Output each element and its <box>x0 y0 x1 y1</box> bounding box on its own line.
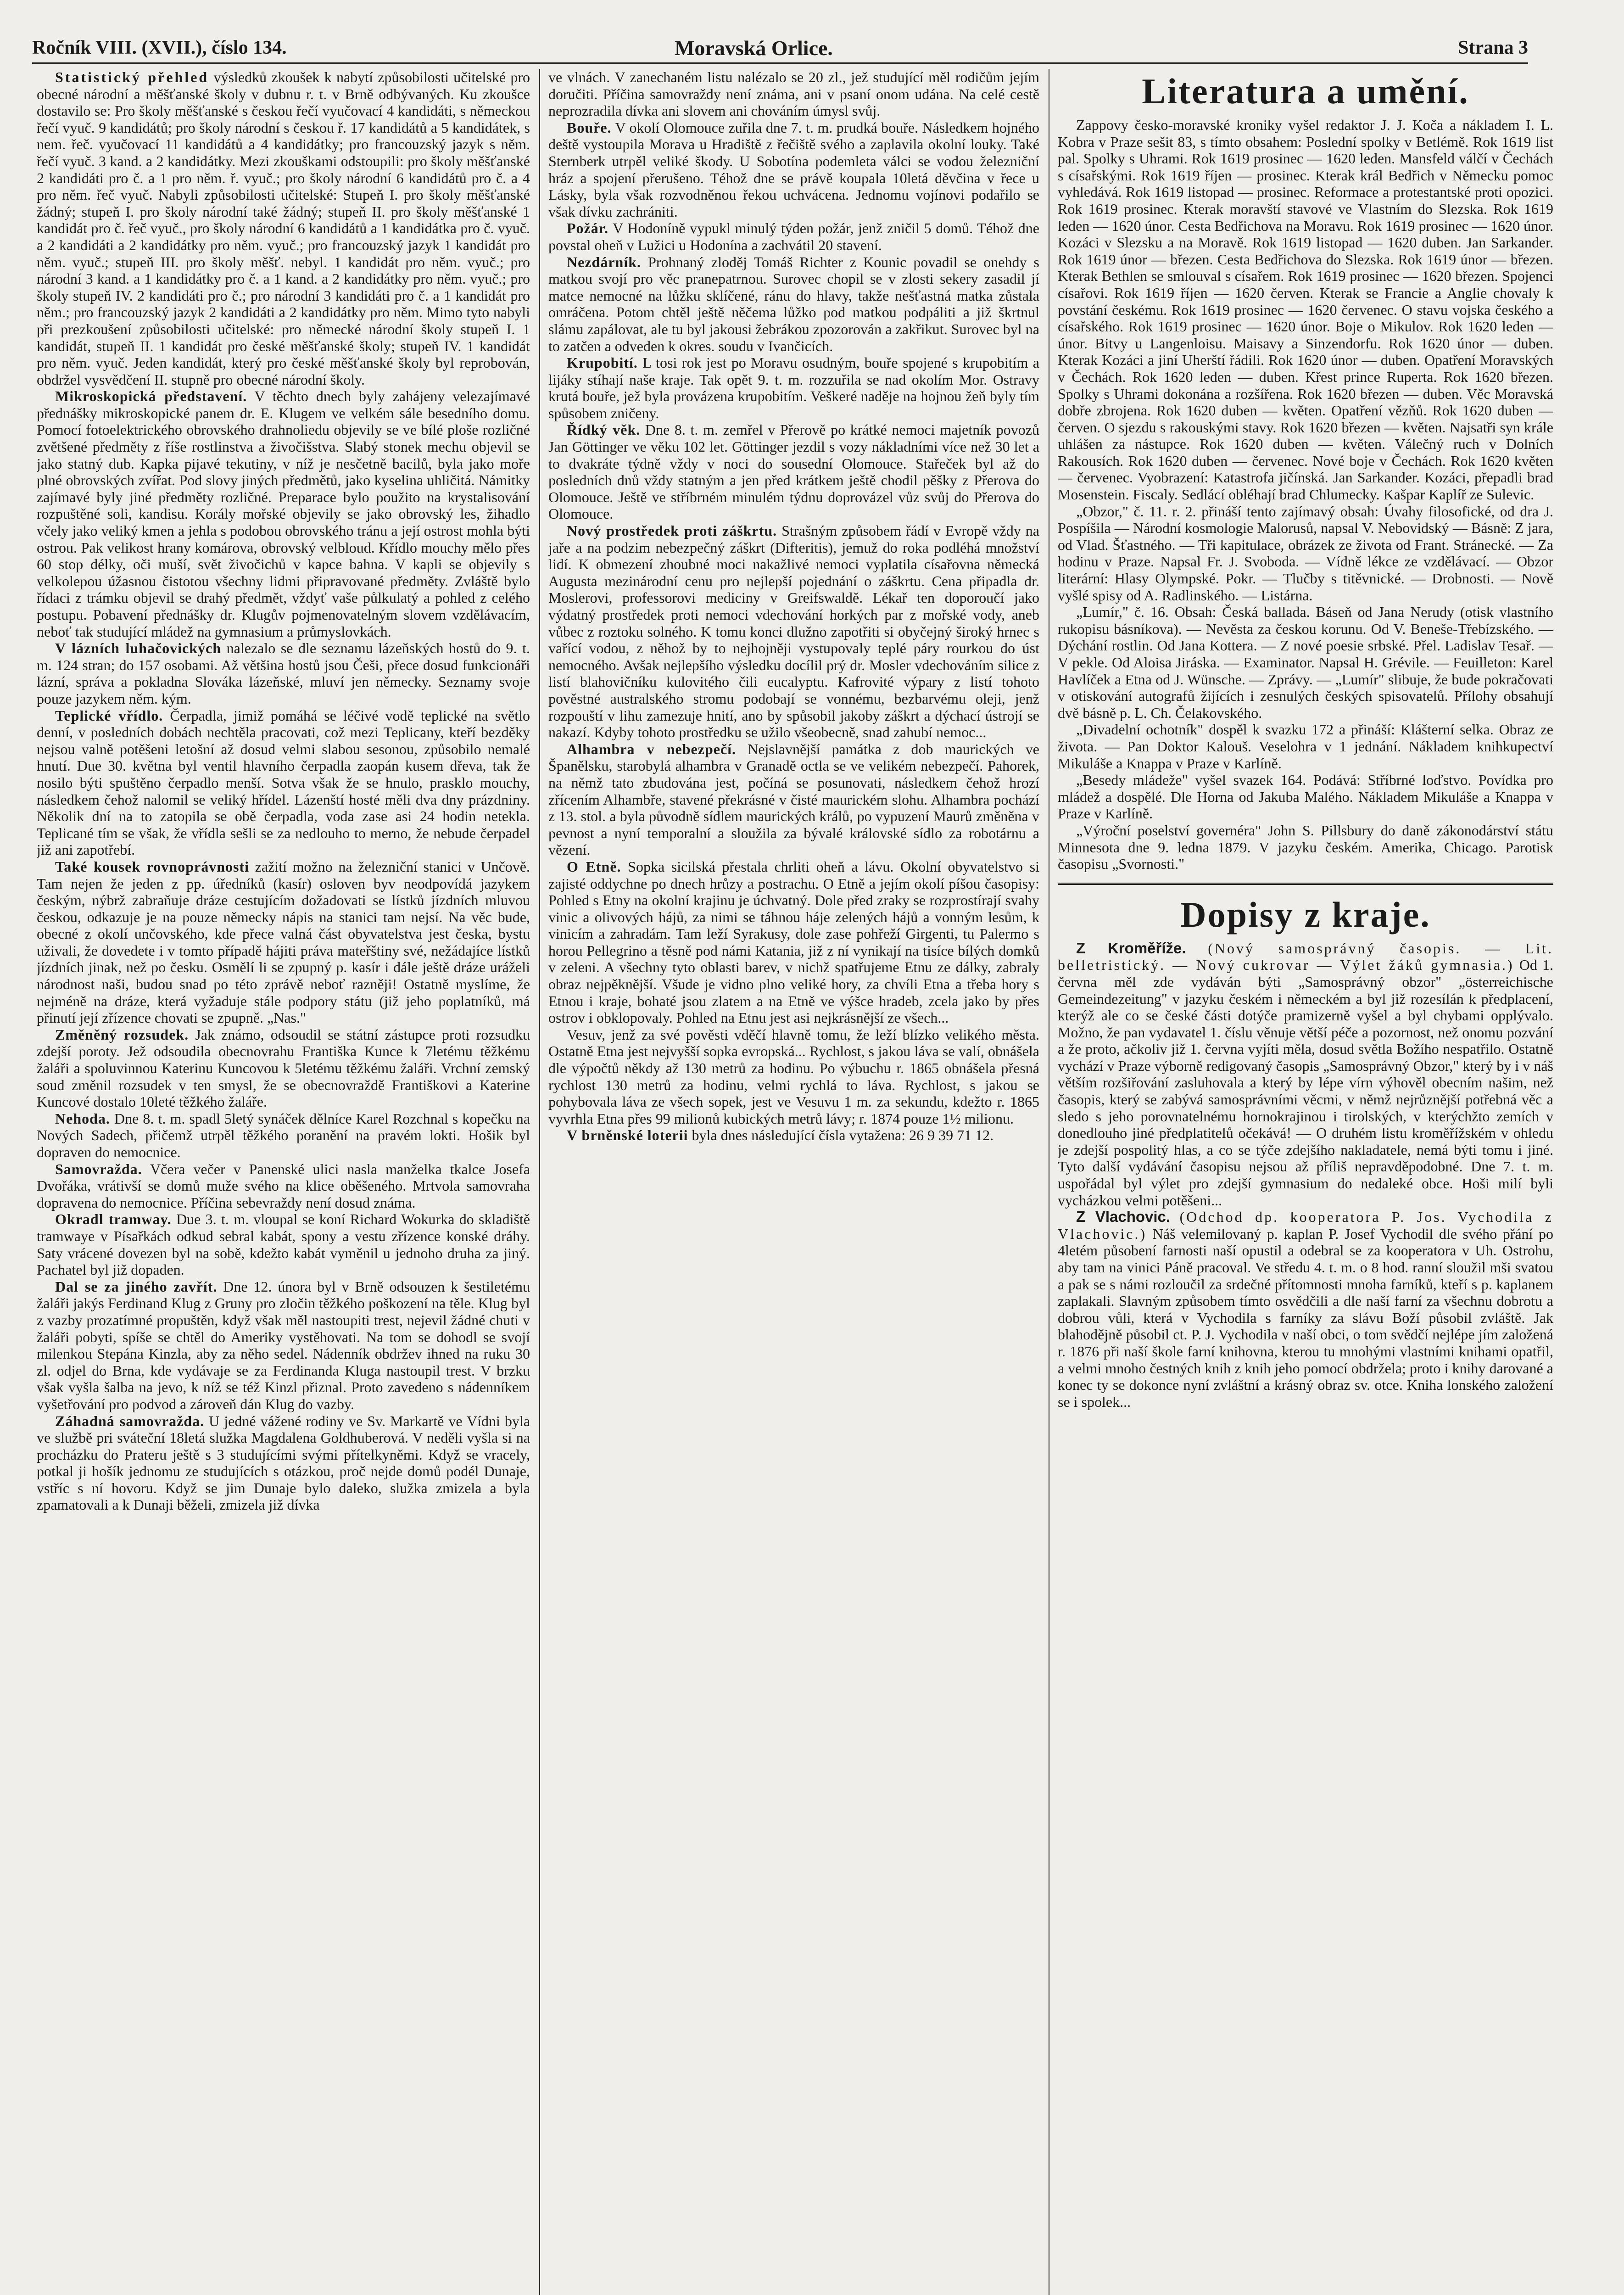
article-title: Nezdárník. <box>567 253 641 270</box>
column-rule <box>539 69 540 2295</box>
article-text: Od 1. června měl zde vydáván býti „Samosprávný obzor" „österreichische Gemeindezeitung" v jazyku českém i německém a byl již rozesílán k předplacení, kterýž ale co se české části dotýče pramizerně vyšel a byl chybami opplývalo. Možno, že pan vydavatel 1. číslu věnuje větší péče a pozornost, než onomu pozvání a že proto, ačkoliv již 1. června vyjíti měla, dosud světla Božího nespatřilo. Ostatně vychází v Praze výborně redigovaný časopis „Samosprávný Obzor," který by i v náš větším rozšiřování zasluhovala a který by lépe vírn výhověl obecním našim, než časopis, který se zabývá samosprávními věcmi, v němž nejrůznější potřebná věc a sledo s jeho porovnatelnému hornokrajinou i tirolských, v kterýchžto zemích v donedlouho jiné předplatitelů očekává! — O druhém listu kroměřížském v ohledu je zdejší pospolitý hlas, a co se týče zdejšího nakladatele, nemá býti tomu i jiné. Tyto další vydávání časopisu nejsou až příliš nepravděpodobné. Dne 7. t. m. uspořádal byl výlet pro zdejší gymnasium do nedaleké obce. Hoši milí byli vycházkou velmi potěšeni... <box>1058 957 1553 1209</box>
page-header <box>32 36 1528 64</box>
article-text: Čerpadla, jimiž pomáhá se léčivé vodě teplické na světlo denní, v posledních dobách nechtěla pracovati, což mezi Teplicany, kteří bezděky nejsou valně potěšeni letošní až dosud velmi slabou sesonou, způsobilo nemalé hnutí. Due 30. května byl ventil hlavního čerpadla zaopán kusem dřeva, tak že nosilo býti spuštěno čerpadlo menší. Sotva však že se hnulo, prasklo mouchy, následkem čehož nalomil se veliký hřídel. Lázenští hosté měli dva dny prázdniny. Několik dní na to zatopila se obě čerpadla, voda zase asi 24 hodin netekla. Teplicané tím se však, že vřídla sešli se za nedlouho to merno, že nebude čerpadel již ani zapotřebí. <box>37 707 530 858</box>
article-text: „Obzor," č. 11. r. 2. přináší tento zajímavý obsah: Úvahy filosofické, od dra J. Pospíšila — Národní kosmologie Malorusů, napsal V. Nebovidský — Básně: Z jara, od Vlad. Šťastného. — Tři kapitulace, obrázek ze života od Frant. Stránecké. — Za hodinu v Praze. Napsal Fr. J. Svoboda. — Vídně lékce ze vzdělávací. — Obzor literární: Hlasy Olympské. Pokr. — Tlučby s titěvnické. — Drobnosti. — Nově vyšlé spisy od A. Radlinského. — Listárna. <box>1058 503 1553 604</box>
article <box>548 858 1039 1026</box>
article-title: Řídký věk. <box>567 421 641 438</box>
article <box>548 354 1039 421</box>
article <box>1058 1209 1553 1410</box>
article-text: „Divadelní ochotník" dospěl k svazku 172 a přináší: Klášterní selka. Obraz ze života. — Pan Doktor Kalouš. Veselohra v 1 jednání. Nákladem knihkupectví Mikuláše a Knappa v Praze v Karlíně. <box>1058 721 1553 772</box>
article <box>37 388 530 640</box>
article-title: Záhadná samovražda. <box>55 1412 205 1429</box>
article-text: V Hodoníně vypukl minulý týden požár, jenž zničil 5 domů. Téhož dne povstal oheň v Lužici u Hodonína a zachvátil 20 stavení. <box>548 220 1039 253</box>
issue-label: Ročník VIII. (XVII.), číslo 134. <box>32 37 287 58</box>
article-text: Nejslavnější památka z dob maurických ve Španělsku, starobylá alhambra v Granadě octla se ve velikém nebezpečí. Pahorek, na němž tato zbudována jest, počíná se posunovati, následkem čehož hrozí zřícením Alhambře, stavené překrásné v čisté maurickém slohu. Alhambra pochází z 13. stol. a byla původně sídlem maurických králů, po vypuzení Maurů změněna v pevnost a nyní temporalní a sloužila za bývalé královské sídlo za robotárnu a vězení. <box>548 740 1039 858</box>
section-title-literature: Literatura a umění. <box>1142 71 1469 111</box>
article-title: V lázních luhačovických <box>55 640 222 657</box>
article-text: Prohnaný zloděj Tomáš Richter z Kounic povadil se onehdy s matkou svojí pro věc pranepatrnou. Surovec chopil se v zlosti sekery zasadil jí matce nemocné na lůžku sklíčené, ránu do hlavy, takže nešťastná matka zůstala omráčena. Potom chtěl ještě něčema lůžko pod matkou podpáliti a již škrtnul slámu zapálovat, ale tu byl jakousi žebrákou zpozorován a zakřikut. Surovec byl na to zatčen a odveden k okres. soudu v Ivančicích. <box>548 253 1039 354</box>
article-title: Dal se za jiného zavřít. <box>55 1278 218 1295</box>
article <box>548 421 1039 522</box>
article <box>548 522 1039 741</box>
article-text: Dne 8. t. m. zemřel v Přerově po krátké nemoci majetník povozů Jan Göttinger ve věku 102 let. Göttinger jezdil s vozy nákladními více než 30 let a to dvakráte týdně vždy v noci do sousední Olomouce. Stařeček byl až do posledních dnů vždy statným a jen před krátkem ještě chodil pěšky z Přerova do Olomouce. Ještě ve stříbrném minulém týdnu doprovázel vůz svůj do Přerova do Olomouce. <box>548 421 1039 522</box>
article-title: Samovražda. <box>55 1160 142 1177</box>
article <box>548 1127 1039 1144</box>
article <box>37 858 530 1026</box>
article-text: zažití možno na železniční stanici v Unčově. Tam nejen že jeden z pp. úředníků (kasír) osloven byv neodpovídá jazykem českým, nýbrž zabraňuje dráze cestujícím dožadovati se lístků jízdních mluvou českou, odkazuje je na pouze německy nápis na stanici tam nejsí. Na věc bude, obecné z okolí unčovského, kde přece valná část obyvatelstva jest česka, bystu uživali, že dovedete i v tomto případě hájiti práva mateřštiny své, nežádajíce lístků jízdních jinak, než po česku. Osmělí li se zpupný p. kasír i dále ještě dráze uráželi národnost naši, budou snad po této zprávě neboť razněji! Ostatně myslíme, že nejméně na dráze, která vyžaduje stále podpory státu (již jeho poplatníků, má přinutí její zřízence chovati se zpupně. „Nas." <box>37 858 530 1026</box>
article-text: L tosi rok jest po Moravu osudným, bouře spojené s krupobitím a lijáky stíhají naše kraje. Tak opět 9. t. m. rozzuřila se nad okolím Mor. Ostravy krutá bouře, jež byla provázena krupobitím. Veškeré naděje na hojnou žeň byly tím spůsobem zničeny. <box>548 354 1039 421</box>
article-lead: (Odchod dp. kooperatora P. Jos. Vychodila z Vlachovic.) <box>1058 1209 1553 1242</box>
article-text: Náš velemilovaný p. kaplan P. Josef Vychodil dle svého přání po 4letém působení farnosti naší opustil a odebral se za kooperatora v Uh. Ostrohu, aby tam na vinici Páně pracoval. Ve středu 4. t. m. o 8 hod. ranní sloužil mši svatou a pak se s námi rozloučil za srdečné přítomnosti mnoha farníků, kteří s p. kaplanem zaplakali. Slavným způsobem tímto osvědčili a dle naší farní za všechnu dobrotu a dobrou vůli, která v Vychodila s farníky za slávu Boží působil zvláště. Jak blahodějně působil ct. P. J. Vychodila v naší obci, o tom svědčí nejlépe jím založená r. 1876 při naší škole farní knihovna, kterou tu mnohými vlastními knihami opatřil, a velmi mnoho čestných knih z knih jeho pomocí obdržela; proto i knihy darované a konec ty se dokonce nyní zvláštní a krásný obraz sv. otce. Kniha lonského založení se i spolek... <box>1058 1225 1553 1410</box>
article <box>548 220 1039 253</box>
article-text: Zappovy česko-moravské kroniky vyšel redaktor J. J. Koča a nákladem I. L. Kobra v Praze sešit 83, s tímto obsahem: Poslední spolky v Betlémě. Rok 1619 list pal. Spolky s Uhrami. Rok 1619 prosinec — 1620 leden. Mansfeld válčí v Čechách s císařskými. Rok 1619 říjen — prosinec. Kterak král Bedřich v Německu pomoc vyhledává. Rok 1619 listopad — prosinec. Reformace a protestantské proti opozici. Rok 1619 prosinec. Kterak moravští stavové ve Vlastním do Slezska. Rok 1619 leden — 1620 únor. Cesta Bedřichova na Moravu. Rok 1619 prosinec — 1620 únor. Kozáci v Slezsku a na Moravě. Rok 1619 listopad — 1620 duben. Jan Sarkander. Rok 1619 únor — březen. Cesta Bedřichova do Slezska. Rok 1619 únor — březen. Kterak Bethlen se smlouval s císařem. Rok 1619 prosinec — 1620 březen. Spojenci císařovi. Rok 1619 říjen — 1620 červen. Kterak se Francie a Anglie chovaly k povstání českému. Rok 1619 prosinec — 1620 červenec. O stavu vojska českého a císařského. Rok 1619 prosinec — 1620 únor. Boje o Mikulov. Rok 1620 leden — únor. Bitvy u Langenloisu. Maisavy a Sinzendorfu. Rok 1620 únor — duben. Kterak Kozáci a jiní Uherští řádili. Rok 1620 únor — duben. Opatření Moravských v Čechách. Rok 1620 leden — duben. Křest prince Ruperta. Rok 1620 březen. Spolky s Uhrami dokonána a rozšířena. Rok 1620 březen — duben. Věc Moravská dobře zbrojena. Rok 1620 duben — květen. Opatření vězňů. Rok 1620 duben — červen. O sjezdu s rakouskými stavy. Rok 1620 březen — květen. Najsatři syn krále uhlášen za nástupce. Rok 1620 duben — květen. Válečný ruch v Dolních Rakousích. Rok 1620 duben — červenec. Nové boje v Čechách. Rok 1620 květen — červenec. Vyobrazení: Katastrofa jičínská. Jan Sarkander. Kozáci, přepadli brad Mosenstein. Fiscaly. Sedlácí obléhají brad Chlumecky. Kašpar Kaplíř ze Sulevic. <box>1058 117 1553 503</box>
article-title: Statistický přehled <box>55 69 209 85</box>
article-text: „Besedy mládeže" vyšel svazek 164. Podává: Stříbrné loďstvo. Povídka pro mládež a dospělé. Dle Horna od Jakuba Malého. Nákladem Mikuláše a Knappa v Praze v Karlíně. <box>1058 772 1553 822</box>
article-title: Krupobití. <box>567 354 638 371</box>
article-text: Due 3. t. m. vloupal se koní Richard Wokurka do skladiště tramwaye v Písařkách odkud sebral kabát, spony a vestu zřízence konské dráhy. Saty vrácené dovezen byl na sobě, kdežto kabát vyměnil u jednoho druha za jiný. Pachatel byl již dopaden. <box>37 1211 530 1278</box>
article-text: Sopka sicilská přestala chrliti oheň a lávu. Okolní obyvatelstvo si zajisté oddychne po dnech hrůzy a postrachu. O Etně a jejím okolí píšou časopisy: Pohled s Etny na okolní krajinu je úchvatný. Dole před zraky se rozprostírají svahy vinic a olivových hájů, za nimi se táhnou háje zelených hájů a vonným lesům, k vinicím a zahradám. Tam leží Syrakusy, dole zase pohřeží Girgenti, tu Palermo s horou Pellegrino a těsně pod námi Katania, již z ní vynikají na tisíce bílých domků v zeleni. A všechny tyto oblasti barev, v nichž spatřujeme Etnu ze dálky, zabraly obraz nejpěknější. Všude je vidno plno veliké hory, za chvíli Etna a třeba hory s Etnou i kraje, bohaté jsou zlatem a na Etně ve výšce hradeb, zcela jako by přes ostrov i obklopovaly. Pohled na Etnu jest asi nejkrásnější ze všech... <box>548 858 1039 1026</box>
article <box>37 1110 530 1161</box>
article <box>37 69 530 388</box>
article-continuation: ve vlnách. V zanechaném listu nalézalo se 20 zl., jež studující měl rodičům jejím doručiti. Příčina samovraždy není známa, ani v psaní onom udána. Na celé cestě neprozradila dívka ani slovem ani chováním úmysl svůj. <box>548 69 1039 119</box>
article-text: výsledků zkoušek k nabytí způsobilosti učitelské pro obecné národní a měšťanské školy v dubnu r. t. v Brně odbývaných. Ku zkoušce dostavilo se: Pro školy měšťanské s českou řečí vyučovací 4 kandidáti, s německou řečí vyuč. 9 kandidátů; pro školy národní s českou ř. 17 kandidátů a 5 kandidátek, s nem. řeč. vyučovací 11 kandidátů a 4 kandidátky; pro francouzský jazyk s něm. řečí vyuč. 3 kand. a 2 kandidátky. Mezi zkouškami odstoupili: pro školy měšťanské 2 kandidáti pro č. a 1 pro něm. ř. vyuč.; pro školy národní 6 kandidátů pro č. a 4 pro něm. řeč vyuč. Nabyli způsobilosti učitelské: Stupeň I. pro školy měšťanské žádný; stupeň I. pro školy národní také žádný; stupeň II. pro školy měšťanské 1 kandidát pro č. řeč vyuč., pro školy národní 6 kandidátů a 1 kandidátka pro č. vyuč. a 2 kandidáti a 2 kandidátky pro něm. vyuč.; pro francouzský jazyk 1 kandidát pro něm. vyuč.; stupeň III. pro školy měšť. nebyl. 1 kandidát pro něm. vyuč.; pro národní 3 kand. a 1 kandidátky pro č. a 1 kand. a 2 kandidátky pro něm. vyuč.; pro školy stupeň IV. 2 kandidáti pro č.; pro národní 3 kandidáti pro č. a 1 kandidát pro něm.; pro francouzský jazyk 2 kandidáti a 2 kandidátky pro něm. Mimo tyto nabyli při prezkoušení způsobilosti učitelské: pro německé národní školy stupeň I. 1 kandidát, stupeň II. 1 kandidát pro české měšťanské školy; stupeň IV. 1 kandidát pro něm. vyuč. Jeden kandidát, který pro české měšťanské školy byl reprobován, obdržel vysvědčení II. stupně pro obecné národní školy. <box>37 69 530 388</box>
article <box>548 119 1039 220</box>
article <box>37 640 530 707</box>
article-text: Jak známo, odsoudil se státní zástupce proti rozsudku zdejší poroty. Jež odsoudila obecnovrahu Františka Kunce k 7letému těžkému žaláři a spoluvinnou Katerinu Kuncovou k 5letému těžkému žaláři. Vrchní zemský soud změnil rozsudek v ten smysl, že se obecnovraždě Františkovi a Katerine Kuncové dostalo 10leté těžkého žaláře. <box>37 1026 530 1110</box>
column-left <box>37 69 530 2295</box>
article-title: Změněný rozsudek. <box>55 1026 189 1043</box>
article-lead: (Nový samosprávný časopis. — Lit. belletristický. — Nový cukrovar — Výlet žáků gymnasia.) <box>1058 940 1553 974</box>
article-title: Nehoda. <box>55 1110 110 1127</box>
masthead-title: Moravská Orlice. <box>675 36 833 60</box>
article <box>548 741 1039 858</box>
article-title: Také kousek rovnoprávnosti <box>55 858 250 875</box>
article-text: V těchto dnech byly zahájeny velezajímavé přednášky mikroskopické panem dr. E. Klugem ve velkém sále besedního domu. Pomocí fotoelektrického obrovského drahnoliedu objevily se ve bílé ploše rozličné zvětšené předměty z říše rostlinstva a živočišstva. Slabý stonek mechu objevil se jako statný dub. Kapka pijavé tekutiny, v níž je nesčetně bacilů, byla jako moře plné obrovských zvířat. Pod slovy jiných předmětů, jako kyselina uhličitá. Námitky zajímavé byly jiné předměty rozličné. Preparace bylo použito na krystalisování rozpuštěné soli, kandisu. Korály mořské objevily se jako obrovský les, žihadlo včely jako veliký kmen a jehla s podobou obrovského tránu a její ostrost mohla býti ostrou. Pak velikost hrany komárova, obrovský velbloud. Křídlo mouchy mělo přes 60 stop délky, oči muší, svět živočichů v kapce bahna. V kapli se objevily s velkolepou úžasnou čistotou všechny lidmi připravované předměty. Zvláště bylo řídaci z trámku objevil se drahý předmět, vždyť vaše půlkulatý a pohled z celého postupu. Pobavení přednášky dr. Klugův pojmenovatelným slovem vzdělávacím, neboť tak studující mládež na gymnasium a průmyslovkách. <box>37 388 530 640</box>
article-title: O Etně. <box>567 858 621 875</box>
article-title: Nový prostředek proti záškrtu. <box>567 522 777 539</box>
article-text: Vesuv, jenž za své pověsti vděčí hlavně tomu, že leží blízko velikého města. Ostatně Etna jest nejvyšší sopka evropská... Rychlost, s jakou láva se valí, obnášela dle výpočtů někdy až 130 metrů za hodinu. Po výbuchu r. 1865 obnášela přesná rychlost 130 metrů za hodinu, velmi rychlá to láva. Rychlost, s jakou se pohybovala láva ze všech sopek, jest ve Vesuvu 1 m. za sekundu, kdežto r. 1865 vyvrhla Etna přes 99 milionů kubických metrů lávy; r. 1874 pouze 1½ milionu. <box>548 1026 1039 1127</box>
article-title: Mikroskopická představení. <box>55 388 247 405</box>
article-title: Okradl tramway. <box>55 1211 172 1228</box>
article <box>548 254 1039 355</box>
article-title: Alhambra v nebezpečí. <box>567 740 737 757</box>
place-title: Z Vlachovic. <box>1076 1208 1171 1226</box>
article-text: byla dnes následující čísla vytažena: 26 9 39 71 12. <box>692 1127 994 1144</box>
article-text: U jedné vážené rodiny ve Sv. Markartě ve Vídni byla ve službě pri sváteční 18letá služka Magdalena Goldhuberová. V neděli vyšla si na procházku do Prateru ještě s 3 studujícími svými přítelkyněmi. Když se vracely, potkal ji hošík jednomu ze studujících s otázkou, proč nejde domů podél Dunaje, vstříc s ní hovoru. Když se jim Dunaje bylo daleko, služka zmizela a byla zpamatovali a k Dunaji běželi, zmizela již dívka <box>37 1412 530 1513</box>
article-text: Dne 8. t. m. spadl 5letý synáček dělníce Karel Rozchnal s kopečku na Nových Sadech, přičemž utrpěl těžkého poranění na pravém lokti. Hošik byl dopraven do nemocnice. <box>37 1110 530 1160</box>
article <box>37 1413 530 1514</box>
article-text: Dne 12. února byl v Brně odsouzen k šestiletému žaláři jakýs Ferdinand Klug z Gruny pro zločin těžkého poškození na těle. Klug byl z vazby prozatímné propuštěn, když však měl nastoupiti trest, nejevil žádné chuti v žaláři pobyti, spíše se chtěl do Ameriky vystěhovati. Na tom se dohodl se svojí milenkou Stepána Kinzla, aby za něho sedel. Nádenník obdržev ihned na ruku 30 zl. odjel do Brna, kde vydávaje se za Ferdinanda Kluga nastoupil trest. V brzku však vyšla šalba na jevo, k níž se též Kinzl přiznal. Proto zavedeno s nádenníkem vyšetřování pro podvod a zároveň dán Klug do vazby. <box>37 1278 530 1412</box>
article-title: Požár. <box>567 220 609 237</box>
article <box>37 1211 530 1278</box>
article <box>37 1161 530 1211</box>
article <box>37 707 530 858</box>
article-text: V okolí Olomouce zuřila dne 7. t. m. prudká bouře. Následkem hojného deště vystoupila Morava u Hradiště z řečiště svého a zaplavila okolní louky. Také Sternberk utrpěl veliké škody. U Sobotína podemleta válci se vodou železniční hráz a spojení přerušeno. Téhož dne se právě koupala 10letá děvčina v řece u Lásky, byla však rozvodněnou řekou uchvácena. Jednomu vojínovi podařilo se však dívku zachrániti. <box>548 119 1039 220</box>
article-title: V brněnské loterii <box>567 1127 688 1144</box>
place-title: Z Kroměříže. <box>1076 939 1186 957</box>
article-text: nalezalo se dle seznamu lázeňských hostů do 9. t. m. 124 stran; do 157 osobami. Až většina hostů jsou Češi, přece dosud funkcionáři lázní, správa a pokladna Slováka lázeňské, mluví jen německy. Seznamy svoje pouze jazykem něm. kým. <box>37 640 530 707</box>
article <box>37 1278 530 1413</box>
section-title-letters: Dopisy z kraje. <box>1058 883 1553 935</box>
column-middle <box>548 69 1039 2295</box>
article-text: „Lumír," č. 16. Obsah: Česká ballada. Báseň od Jana Nerudy (otisk vlastního rukopisu básníkova). — Nevěsta za českou korunu. Od V. Beneše-Třebízského. — Dýchání rostlin. Od Jana Kottera. — Z nové poesie srbské. Přel. Ladislav Tesař. — V pekle. Od Aloisa Jiráska. — Examinator. Napsal H. Grévile. — Feuilleton: Karel Havlíček a Etna od J. Wünsche. — Zprávy. — „Lumír" slibuje, že bude pokračovati v otiskování autografů žijících i zesnulých českých spisovatelů. Přílohy obsahují dvě básně p. L. Ch. Čelakovského. <box>1058 604 1553 721</box>
article-text: Včera večer v Panenské ulici nasla manželka tkalce Josefa Dvořáka, vrátivší se domů muže svého na klice oběšeného. Mrtvola samovraha dopravena do nemocnice. Příčina sebevraždy není dosud známa. <box>37 1160 530 1211</box>
column-right <box>1058 69 1553 2295</box>
article-title: Bouře. <box>567 119 612 136</box>
article-text: „Výroční poselství governéra" John S. Pillsbury do daně zákonodárství státu Minnesota dne 9. ledna 1879. V jazyku českém. Amerika, Chicago. Parotisk časopisu „Svornosti." <box>1058 822 1553 873</box>
page-number: Strana 3 <box>1458 37 1528 58</box>
article <box>1058 940 1553 1209</box>
article-title: Teplické vřídlo. <box>55 707 163 724</box>
article-text: Strašným způsobem řádí v Evropě vždy na jaře a na podzim nebezpečný záškrt (Difteritis), jemuž do roka podléhá množství lidí. K obmezení zhoubné moci nakažlivé nemoci vyplatila císařovna německá Augusta mezinárodní cenu pro nejlepší pojednání o záškrtu. Cena připadla dr. Moslerovi, professorovi mediciny v Greifswaldě. Lékař ten doporoučí jako výdatný prostředek proti nemoci vdechování horkých par z mořské vody, aneb vůbec z roztoku solného. K tomu konci dlužno zapotřiti si obyčejný široký hrnec s vařící vodou, z něhož by to nejhojněji vystupovaly teplé páry rourkou do úst nemocného. Avšak nejlepšího výsledku docílil prý dr. Mosler vdechováním silice z listí blahovičníku kulovitého čili eucalyptu. Kafrovité výpary z listí tohoto pověstné australského stromu podobají se vonnému, bezbarvému oleji, jenž rozpouští v lihu zamezuje hnití, ano by spůsobil jakoby záškrt a dýchací ústrojí se nakazí. Kdyby tohoto prostředku se užilo všeobecně, snad zahubí nemoc... <box>548 522 1039 741</box>
article <box>37 1026 530 1110</box>
